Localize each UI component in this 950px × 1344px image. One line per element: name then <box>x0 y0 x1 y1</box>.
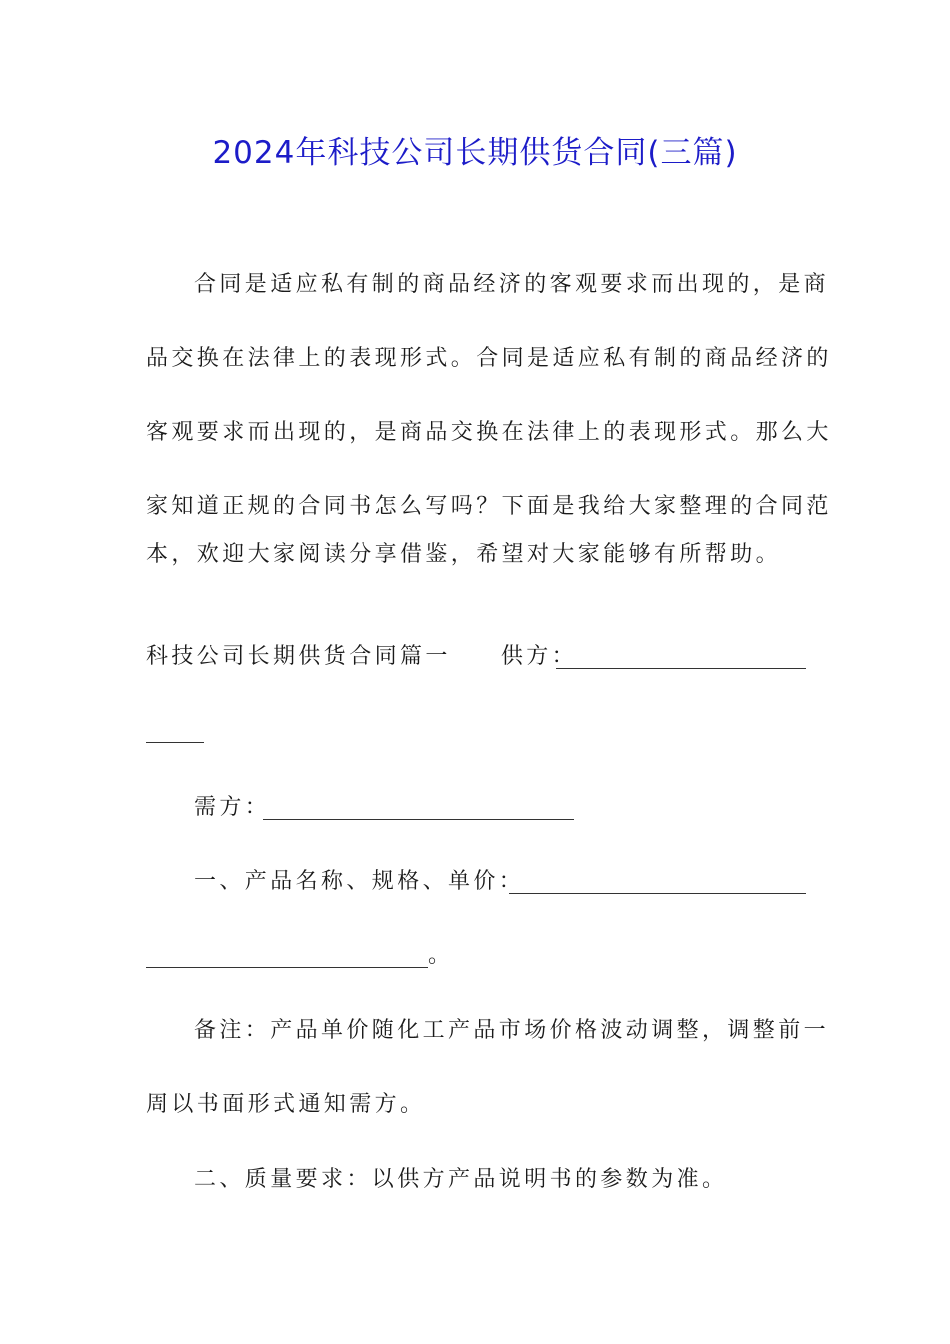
intro-line-5: 本，欢迎大家阅读分享借鉴，希望对大家能够有所帮助。 <box>146 542 782 567</box>
note-line-1: 备注：产品单价随化工产品市场价格波动调整，调整前一 <box>194 1018 830 1043</box>
supplier-blank-line-1[interactable] <box>556 667 806 669</box>
note-line-2: 周以书面形式通知需方。 <box>146 1092 426 1117</box>
section-heading-row <box>146 637 577 677</box>
buyer-label: 需方： <box>194 795 271 820</box>
clause1-label: 一、产品名称、规格、单价： <box>194 869 525 894</box>
intro-line-2: 品交换在法律上的表现形式。合同是适应私有制的商品经济的 <box>146 346 832 371</box>
buyer-row <box>194 788 270 828</box>
intro-line-1: 合同是适应私有制的商品经济的客观要求而出现的，是商 <box>194 272 830 297</box>
clause1-blank-line-2[interactable] <box>146 966 428 968</box>
clause1-blank-line-1[interactable] <box>509 892 806 894</box>
clause2-line: 二、质量要求：以供方产品说明书的参数为准。 <box>194 1167 728 1192</box>
clause1-end-mark: 。 <box>428 943 454 968</box>
section-heading: 科技公司长期供货合同篇一 <box>146 644 451 669</box>
intro-line-3: 客观要求而出现的，是商品交换在法律上的表现形式。那么大 <box>146 420 832 445</box>
clause1-row <box>194 862 524 902</box>
buyer-blank-line[interactable] <box>263 818 574 820</box>
document-title: 2024年科技公司长期供货合同(三篇) <box>212 135 738 171</box>
supplier-blank-line-2[interactable] <box>146 741 204 743</box>
supplier-label: 供方： <box>500 644 578 669</box>
intro-line-4: 家知道正规的合同书怎么写吗？下面是我给大家整理的合同范 <box>146 494 832 519</box>
